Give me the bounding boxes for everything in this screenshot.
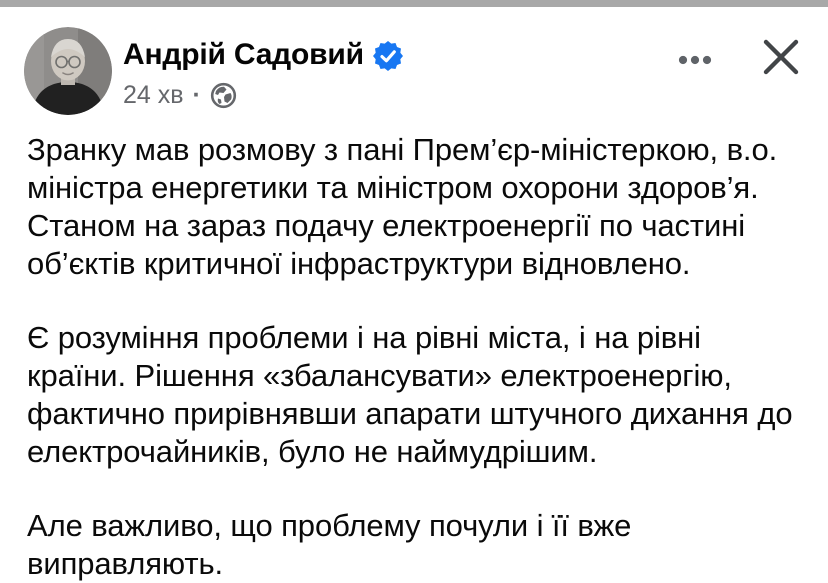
name-row: [123, 35, 403, 75]
avatar[interactable]: [24, 27, 112, 115]
more-options-button[interactable]: [668, 33, 722, 87]
post-meta-row: [123, 79, 237, 111]
profile-name[interactable]: Андрій Садовий: [123, 38, 364, 71]
post-card: [0, 7, 828, 581]
screenshot-top-edge: [0, 0, 828, 7]
meta-separator: ·: [192, 80, 201, 109]
post-paragraph-1: Зранку мав розмову з пані Прем’єр-міністеркою, в.о. міністра енергетики та міністром охорони здоров’я. Станом на зараз подачу електроенергії по частині об’єктів критичної інфраструктури відновлено.: [27, 132, 778, 281]
ellipsis-icon: [674, 39, 716, 81]
post-paragraph-2: Є розуміння проблеми і на рівні міста, і на рівні країни. Рішення «збалансувати» електроенергію, фактично прирівнявши апарати штучного дихання до електрочайників, було не наймудрішим.: [27, 320, 793, 469]
post-body: [27, 131, 803, 583]
globe-icon: [210, 82, 237, 109]
timestamp[interactable]: 24 хв: [123, 80, 184, 109]
close-button[interactable]: [753, 29, 809, 85]
avatar-photo: [24, 27, 112, 115]
close-icon: [759, 35, 803, 79]
post-paragraph-3: Але важливо, що проблему почули і її вже виправляють.: [27, 508, 632, 581]
verified-badge-icon: [373, 41, 403, 71]
